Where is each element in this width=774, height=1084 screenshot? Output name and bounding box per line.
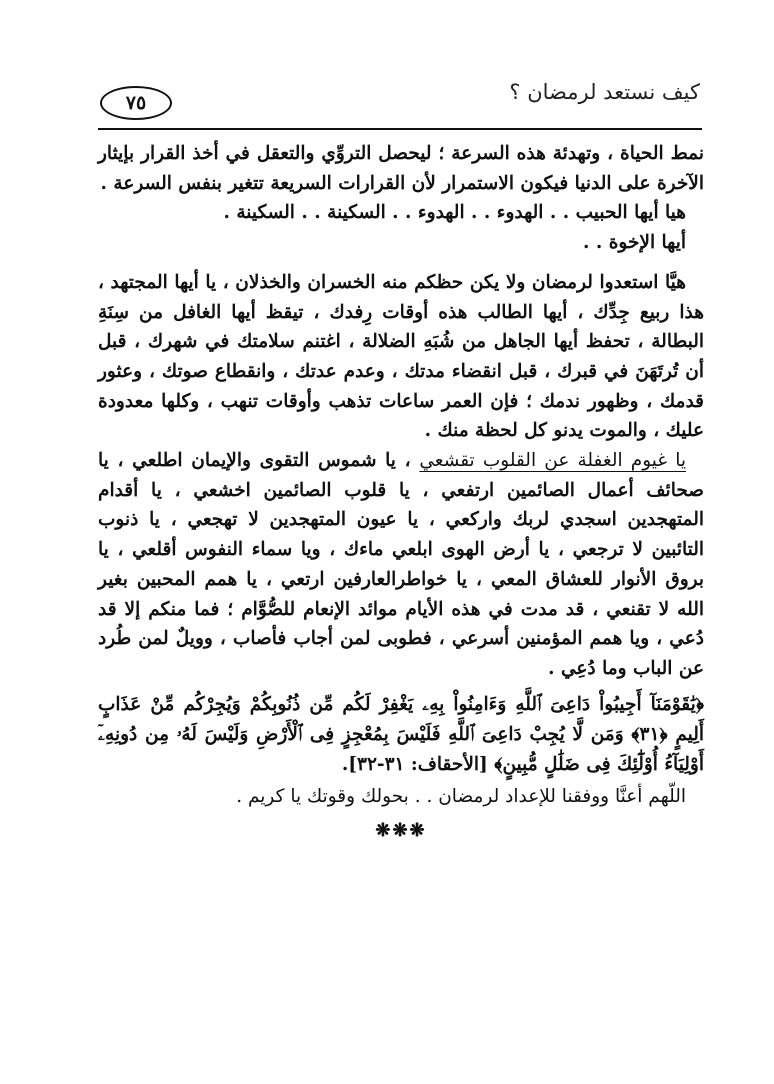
paragraph-4: هيَّا استعدوا لرمضان ولا يكن حظكم منه الخسران والخذلان ، يا أيها المجتهد ، هذا ربيع جِدِّك ، أيها الطالب هذه أوقات رِفدك ، تيقظ أيها الغافل من سِنَةِ البطالة ، تحفظ أيها الجاهل من شُبَهِ الضلالة ، اغتنم سلامتك في شهرك ، قبل أن تُرتَهَنَ في قبرك ، قبل انقضاء مدتك ، وعدم عدتك ، وانقطاع صوتك ، وعثور قدمك ، وظهور ندمك ؛ فإن العمر ساعات تذهب وأوقات تنهب ، وكلها معدودة عليك ، والموت يدنو كل لحظة منك . — [98, 271, 704, 442]
verse-reference: [الأحقاف: ٣١-٣٢]. — [341, 753, 488, 775]
verse-text: ﴿يَٰقَوْمَنَآ أَجِيبُواْ دَاعِىَ ٱللَّهِ وَءَامِنُواْ بِهِۦ يَغْفِرْ لَكُم مِّن ذُنُوبِكُمْ وَيُجِرْكُم مِّنْ عَذَابٍ أَلِيمٍ ﴿٣١﴾ وَمَن لَّا يُجِبْ دَاعِىَ ٱللَّهِ فَلَيْسَ بِمُعْجِزٍ فِى ٱلْأَرْضِ وَلَيْسَ لَهُۥ مِن دُونِهِۦٓ أَوْلِيَآءُ أُوْلَٰٓئِكَ فِى ضَلَٰلٍ مُّبِينٍ﴾ — [98, 693, 705, 775]
paragraph-1: نمط الحياة ، وتهدئة هذه السرعة ؛ ليحصل التروِّي والتعقل في أخذ القرار بإيثار الآخرة على الدنيا فيكون الاستمرار لأن القرارات السريعة تتغير بنفس السرعة . — [98, 143, 704, 194]
running-title: كيف نستعد لرمضان ؟ — [509, 80, 700, 104]
quran-verse — [98, 690, 704, 780]
page-header — [100, 72, 700, 128]
page-body — [98, 139, 704, 841]
closing-prayer: اللّهم أعنَّا ووفقنا للإعداد لرمضان . . بحولك وقوتك يا كريم . — [236, 785, 686, 807]
paragraph-5 — [98, 446, 704, 684]
page-number: ٧٥ — [100, 86, 172, 120]
paragraph-5-text: ، يا شموس التقوى والإيمان اطلعي ، يا صحائف أعمال الصائمين ارتفعي ، يا قلوب الصائمين اخشعي ، يا أقدام المتهجدين اسجدي لربك واركعي ، يا عيون المتهجدين لا تهجعي ، يا ذنوب التائبين لا ترجعي ، يا أرض الهوى ابلعي ماءك ، ويا سماء النفوس أقلعي ، يا بروق الأنوار للعشاق المعي ، يا خواطرالعارفين ارتعي ، يا همم المحبين بغير الله لا تقنعي ، قد مدت في هذه الأيام موائد الإنعام للصُّوَّام ؛ فما منكم إلا قد دُعي ، ويا همم المؤمنين أسرعي ، فطوبى لمن أجاب فأصاب ، وويلٌ لمن طُرد عن الباب وما دُعِي . — [98, 450, 704, 679]
underlined-phrase: يا غيوم الغفلة عن القلوب تقشعي — [419, 450, 686, 472]
spacer — [98, 258, 704, 268]
paragraph-2: هيا أيها الحبيب . . الهدوء . . الهدوء . . السكينة . . السكينة . — [223, 202, 686, 224]
header-rule — [98, 128, 702, 130]
paragraph-3: أيها الإخوة . . — [582, 232, 686, 254]
section-divider: ❋❋❋ — [375, 819, 427, 841]
